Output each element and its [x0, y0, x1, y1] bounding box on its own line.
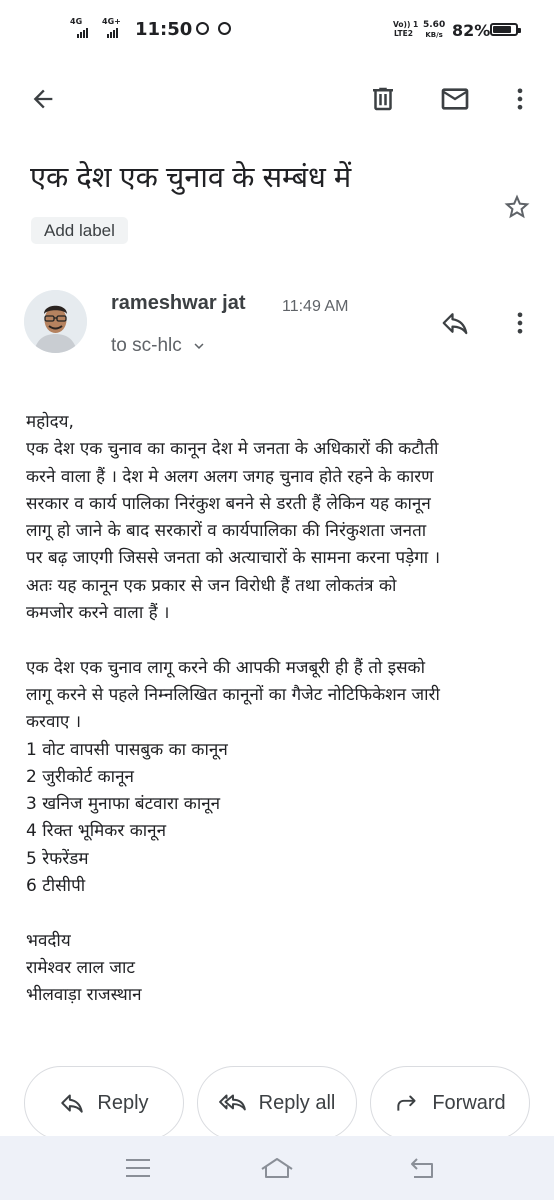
reply-header-button[interactable]	[434, 302, 476, 344]
network-type-1: 4G	[70, 17, 83, 26]
speed-value: 5.60	[423, 20, 446, 30]
system-back-button[interactable]	[402, 1150, 442, 1186]
more-vertical-icon	[506, 309, 534, 337]
speed-unit: KB/s	[425, 31, 443, 39]
body-line: करवाए ।	[26, 712, 82, 733]
reply-label: Reply	[97, 1091, 149, 1114]
menu-icon	[124, 1157, 152, 1179]
mail-icon	[439, 83, 471, 115]
recipient-label: to sc-hlc	[111, 335, 182, 356]
reply-all-button[interactable]	[197, 1066, 357, 1140]
volte-2-label: LTE2	[394, 29, 413, 38]
system-nav-bar	[0, 1136, 554, 1200]
telegram-icon	[218, 22, 231, 35]
sender-name: rameshwar jat	[111, 292, 246, 314]
sent-time: 11:49 AM	[282, 298, 349, 315]
network-speed	[423, 20, 445, 40]
body-line: पर बढ़ जाएगी जिससे जनता को अत्याचारों के सामना करना पड़ेगा ।	[26, 548, 441, 569]
body-line: महोदय,	[26, 412, 74, 432]
body-line: 6 टीसीपी	[26, 876, 86, 897]
reply-icon	[59, 1090, 85, 1116]
star-outline-icon	[502, 192, 532, 222]
recipient-details[interactable]	[111, 335, 208, 357]
reply-icon	[440, 308, 470, 338]
signal-2-icon	[107, 28, 118, 38]
body-blank-line	[26, 627, 536, 654]
sender-avatar[interactable]	[24, 290, 87, 353]
forward-button[interactable]	[370, 1066, 530, 1140]
body-line: कमजोर करने वाला हैं ।	[26, 603, 170, 624]
body-line: 3 खनिज मुनाफा बंटवारा कानून	[26, 794, 221, 815]
delete-button[interactable]	[362, 78, 404, 120]
email-subject: एक देश एक चुनाव के सम्बंध में	[30, 162, 352, 194]
whatsapp-icon	[196, 22, 209, 35]
reply-button[interactable]	[24, 1066, 184, 1140]
body-line: भवदीय	[26, 930, 71, 951]
email-body	[26, 409, 536, 1010]
arrow-left-icon	[29, 85, 57, 113]
body-line: करने वाला हैं । देश मे अलग अलग जगह चुनाव होते रहने के कारण	[26, 466, 434, 487]
body-line: 4 रिक्त भूमिकर कानून	[26, 821, 167, 842]
battery-icon	[490, 23, 518, 36]
body-line: सरकार व कार्य पालिका निरंकुश बनने से डरती हैं लेकिन यह कानून	[26, 493, 431, 514]
body-line: भीलवाड़ा राजस्थान	[26, 985, 142, 1006]
more-vertical-icon	[506, 85, 534, 113]
avatar-image	[24, 290, 87, 353]
body-line: 2 जुरीकोर्ट कानून	[26, 766, 134, 787]
forward-icon	[394, 1090, 420, 1116]
status-bar	[0, 0, 554, 62]
body-line: लागू हो जाने के बाद सरकारों व कार्यपालिका की निरंकुशता जनता	[26, 521, 427, 542]
message-more-button[interactable]	[504, 302, 536, 344]
chevron-down-icon	[190, 337, 208, 355]
add-label-chip[interactable]: Add label	[31, 217, 128, 244]
network-type-2: 4G+	[102, 17, 121, 26]
action-row	[0, 1066, 554, 1142]
back-button[interactable]	[22, 78, 64, 120]
signal-1-icon	[77, 28, 88, 38]
mark-unread-button[interactable]	[434, 78, 476, 120]
reply-all-icon	[219, 1090, 247, 1116]
star-button[interactable]	[496, 186, 538, 228]
battery-percent: 82%	[452, 21, 491, 40]
body-blank-line	[26, 900, 536, 927]
body-line: 5 रेफरेंडम	[26, 848, 89, 869]
trash-icon	[368, 84, 398, 114]
body-line: लागू करने से पहले निम्नलिखित कानूनों का गैजेट नोटिफिकेशन जारी	[26, 684, 440, 705]
recents-button[interactable]	[118, 1150, 158, 1186]
status-time: 11:50	[135, 19, 193, 40]
body-line: 1 वोट वापसी पासबुक का कानून	[26, 739, 228, 760]
more-options-button[interactable]	[504, 78, 536, 120]
forward-label: Forward	[432, 1091, 506, 1114]
reply-all-label: Reply all	[258, 1091, 336, 1114]
body-line: रामेश्वर लाल जाट	[26, 957, 135, 978]
body-line: एक देश एक चुनाव का कानून देश मे जनता के अधिकारों की कटौती	[26, 439, 439, 460]
body-line: अतः यह कानून एक प्रकार से जन विरोधी हैं तथा लोकतंत्र को	[26, 575, 397, 596]
home-button[interactable]	[256, 1150, 298, 1186]
body-line: एक देश एक चुनाव लागू करने की आपकी मजबूरी ही हैं तो इसको	[26, 657, 426, 678]
nav-back-icon	[408, 1156, 436, 1180]
battery-fill	[493, 26, 511, 33]
volte-1-label: Vo)) 1	[393, 20, 419, 29]
home-icon	[259, 1156, 295, 1180]
